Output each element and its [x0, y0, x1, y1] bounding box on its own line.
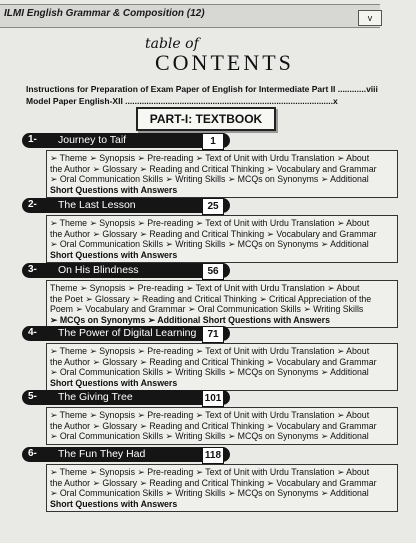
unit-number: 6- — [28, 448, 37, 459]
unit-topics — [46, 407, 398, 445]
topic-line: Short Questions with Answers — [50, 184, 178, 195]
unit-topics — [46, 150, 398, 198]
unit-topics — [46, 464, 398, 512]
unit-number: 3- — [28, 264, 37, 275]
unit-page: 118 — [202, 447, 224, 464]
unit-title[interactable]: On His Blindness — [52, 263, 145, 278]
topic-line: ➢ Oral Communication Skills ➢ Writing Skills ➢ MCQs on Synonyms ➢ Additional — [50, 239, 369, 249]
unit-number: 5- — [28, 391, 37, 402]
toc-pre-title: table of — [145, 36, 199, 52]
topic-line: Short Questions with Answers — [50, 249, 178, 260]
page-header — [0, 4, 380, 28]
topic-line: ➢ Theme ➢ Synopsis ➢ Pre-reading ➢ Text of Unit with Urdu Translation ➢ About — [50, 467, 370, 477]
unit-number: 2- — [28, 199, 37, 210]
page-marker: v — [358, 10, 382, 26]
topic-line: the Author ➢ Glossary ➢ Reading and Critical Thinking ➢ Vocabulary and Grammar — [50, 356, 377, 367]
intro-line-instructions[interactable]: Instructions for Preparation of Exam Paper of English for Intermediate Part II ............viii — [26, 84, 378, 94]
part-heading: PART-I: TEXTBOOK — [136, 107, 276, 131]
unit-title[interactable]: The Giving Tree — [52, 390, 139, 405]
topic-line: ➢ MCQs on Synonyms ➢ Additional Short Questions with Answers — [50, 314, 330, 325]
unit-number: 1- — [28, 134, 37, 145]
unit-page: 56 — [202, 263, 224, 280]
topic-line: ➢ Oral Communication Skills ➢ Writing Skills ➢ MCQs on Synonyms ➢ Additional — [50, 431, 369, 441]
topic-line: ➢ Theme ➢ Synopsis ➢ Pre-reading ➢ Text of Unit with Urdu Translation ➢ About — [50, 410, 370, 420]
topic-line: Theme ➢ Synopsis ➢ Pre-reading ➢ Text of Unit with Urdu Translation ➢ About — [50, 283, 360, 293]
unit-topics — [46, 343, 398, 391]
unit-title[interactable]: The Last Lesson — [52, 198, 142, 213]
topic-line: Short Questions with Answers — [50, 377, 178, 388]
unit-number: 4- — [28, 327, 37, 338]
topic-line: the Author ➢ Glossary ➢ Reading and Critical Thinking ➢ Vocabulary and Grammar — [50, 477, 377, 488]
topic-line: ➢ Theme ➢ Synopsis ➢ Pre-reading ➢ Text of Unit with Urdu Translation ➢ About — [50, 218, 370, 228]
topic-line: ➢ Theme ➢ Synopsis ➢ Pre-reading ➢ Text of Unit with Urdu Translation ➢ About — [50, 346, 370, 356]
unit-page: 25 — [202, 198, 224, 215]
topic-line: ➢ Theme ➢ Synopsis ➢ Pre-reading ➢ Text of Unit with Urdu Translation ➢ About — [50, 153, 370, 163]
unit-page: 1 — [202, 133, 224, 150]
unit-title[interactable]: The Fun They Had — [52, 447, 151, 462]
unit-topics — [46, 280, 398, 328]
unit-title[interactable]: Journey to Taif — [52, 133, 132, 148]
topic-line: the Poet ➢ Glossary ➢ Reading and Critical Thinking ➢ Critical Appreciation of the — [50, 293, 372, 304]
unit-topics — [46, 215, 398, 263]
intro-line-model-paper[interactable]: Model Paper English-XII ........................................................................................x — [26, 96, 338, 106]
unit-page: 71 — [202, 326, 224, 343]
book-title: ILMI English Grammar & Composition (12) — [4, 8, 205, 19]
topic-line: ➢ Oral Communication Skills ➢ Writing Skills ➢ MCQs on Synonyms ➢ Additional — [50, 488, 369, 498]
topic-line: the Author ➢ Glossary ➢ Reading and Critical Thinking ➢ Vocabulary and Grammar — [50, 228, 377, 239]
topic-line: ➢ Oral Communication Skills ➢ Writing Skills ➢ MCQs on Synonyms ➢ Additional — [50, 174, 369, 184]
topic-line: Short Questions with Answers — [50, 498, 178, 509]
topic-line: Poem ➢ Vocabulary and Grammar ➢ Oral Communication Skills ➢ Writing Skills — [50, 304, 364, 314]
topic-line: the Author ➢ Glossary ➢ Reading and Critical Thinking ➢ Vocabulary and Grammar — [50, 163, 377, 174]
topic-line: the Author ➢ Glossary ➢ Reading and Critical Thinking ➢ Vocabulary and Grammar — [50, 420, 377, 431]
unit-page: 101 — [202, 390, 224, 407]
unit-title[interactable]: The Power of Digital Learning — [52, 326, 202, 341]
topic-line: ➢ Oral Communication Skills ➢ Writing Skills ➢ MCQs on Synonyms ➢ Additional — [50, 367, 369, 377]
toc-title: CONTENTS — [155, 50, 294, 75]
